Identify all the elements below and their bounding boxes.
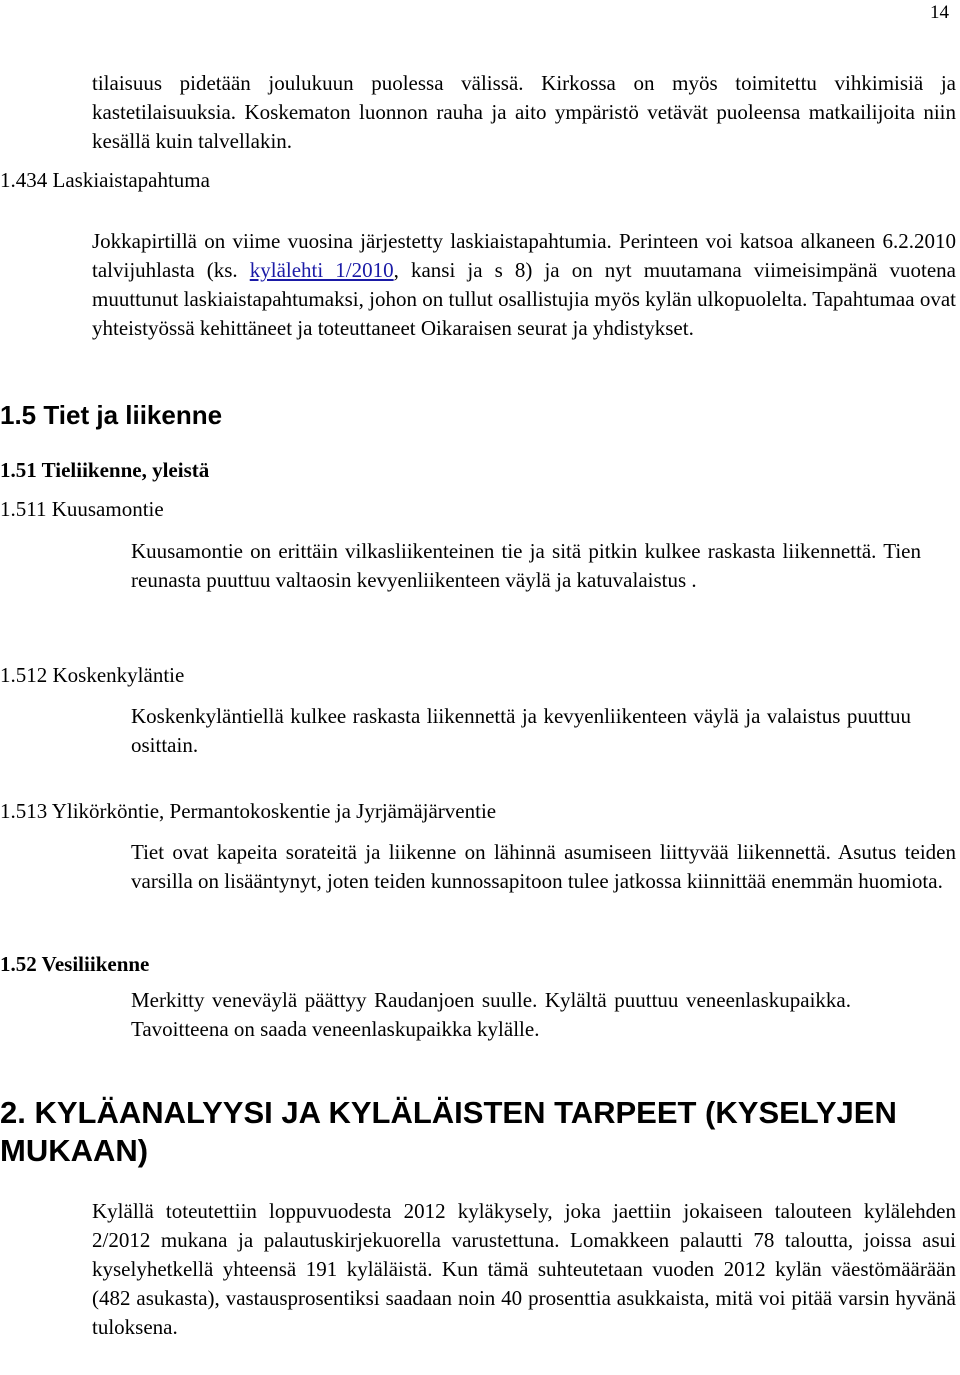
section-1512-heading: 1.512 Koskenkyläntie — [0, 663, 185, 687]
section-152-heading: 1.52 Vesiliikenne — [0, 952, 150, 976]
section-1513-heading: 1.513 Ylikörköntie, Permantokoskentie ja Jyrjämäjärventie — [0, 799, 497, 823]
section-15-heading: 1.5 Tiet ja liikenne — [0, 400, 223, 430]
section-1434-heading: 1.434 Laskiaistapahtuma — [0, 168, 210, 192]
section-152-paragraph: Merkitty veneväylä päättyy Raudanjoen suulle. Kylältä puuttuu veneenlaskupaikka. Tavoitteena on saada veneenlaskupaikka kylälle. — [131, 988, 851, 1041]
section-1511-paragraph: Kuusamontie on erittäin vilkasliikenteinen tie ja sitä pitkin kulkee raskasta liikennettä. Tien reunasta puuttuu valtaosin kevyenliikenteen väylä ja katuvalaistus . — [131, 539, 921, 592]
section-1434-paragraph — [92, 227, 956, 343]
section-1511-heading: 1.511 Kuusamontie — [0, 497, 164, 521]
section-2-heading: 2. KYLÄANALYYSI JA KYLÄLÄISTEN TARPEET (KYSELYJEN MUKAAN) — [0, 1095, 897, 1168]
section-2-paragraph: Kylällä toteutettiin loppuvuodesta 2012 kyläkysely, joka jaettiin jokaiseen talouteen kylälehden 2/2012 mukana ja palautuskirjekuorella varustettuna. Lomakkeen palautti 78 taloutta, joissa asui kyselyhetkellä yhteensä 191 kyläläistä. Kun tämä suhteutetaan vuoden 2012 kylän väestömäärään (482 asukasta), vastausprosentiksi saadaan noin 40 prosenttia asukkaista, mitä voi pitää varsin hyvänä tuloksena. — [92, 1199, 956, 1339]
section-151-heading: 1.51 Tieliikenne, yleistä — [0, 458, 210, 482]
kylalehti-link[interactable]: kylälehti 1/2010 — [249, 258, 394, 282]
intro-paragraph: tilaisuus pidetään joulukuun puolessa välissä. Kirkossa on myös toimitettu vihkimisiä ja kastetilaisuuksia. Koskematon luonnon rauha ja aito ympäristö vetävät puoleensa matkailijoita niin kesällä kuin talvellakin. — [92, 71, 956, 153]
section-1513-paragraph: Tiet ovat kapeita sorateitä ja liikenne on lähinnä asumiseen liittyvää liikennettä. Asutus teiden varsilla on lisääntynyt, joten teiden kunnossapitoon tulee jatkossa kiinnittää enemmän huomiota. — [131, 840, 956, 893]
page-number: 14 — [930, 2, 949, 23]
section-1434-text-a: Jokkapirtillä on viime vuosina järjestetty laskiaistapahtumia. Perinteen voi katsoa alkaneen 6.2.2010 talvijuhlasta (ks. — [92, 229, 956, 282]
section-1434-text-b: , kansi ja s 8) ja on nyt muutamana viimeisimpänä vuotena muuttunut laskiaistapahtumaksi, johon on tullut osallistujia myös kylän ulkopuolelta. Tapahtumaa ovat yhteistyössä kehittäneet ja toteuttaneet Oikaraisen seurat ja yhdistykset. — [92, 258, 956, 340]
section-1512-paragraph: Koskenkyläntiellä kulkee raskasta liikennettä ja kevyenliikenteen väylä ja valaistus puuttuu osittain. — [131, 704, 911, 757]
